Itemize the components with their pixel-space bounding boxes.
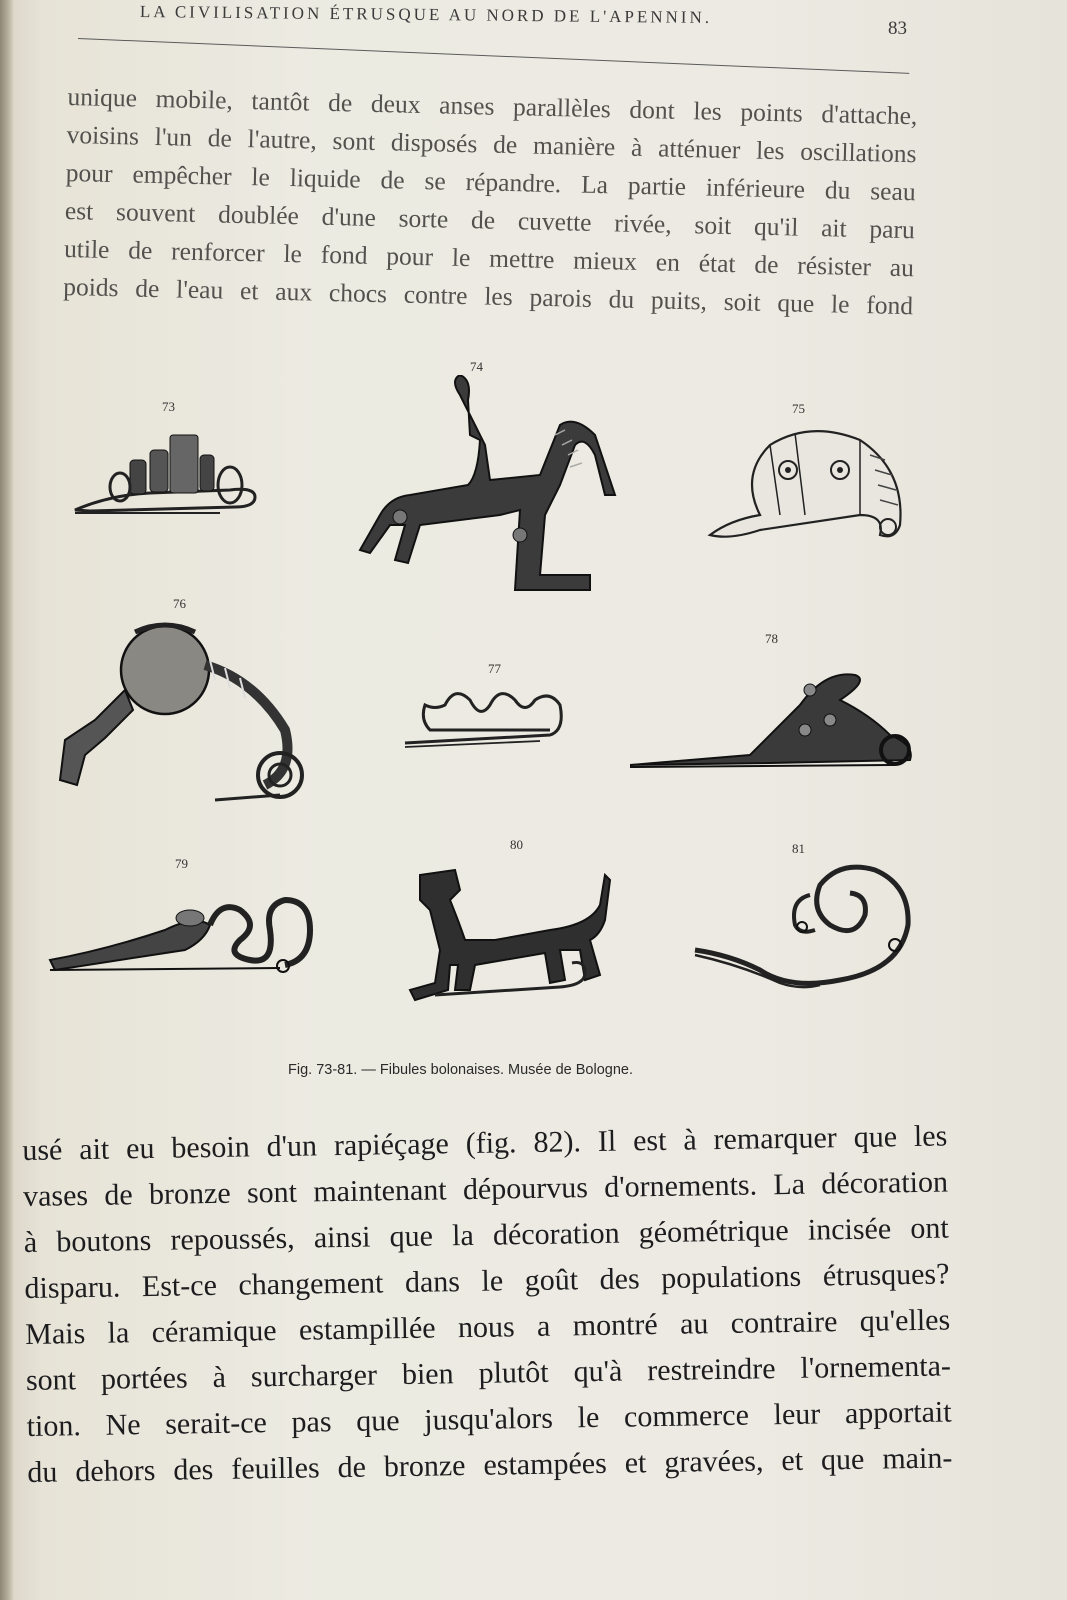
figure-75 bbox=[700, 401, 920, 545]
figure-78 bbox=[630, 631, 930, 775]
text-line: usé ait eu besoin d'un rapiéçage (fig. 82). Il est à remarquer que les bbox=[22, 1119, 948, 1167]
figure-number: 75 bbox=[792, 401, 805, 416]
text-line: Mais la céramique estampillée nous a montré au contraire qu'elles bbox=[24, 1303, 951, 1351]
text-line: voisins l'un de l'autre, sont disposés de manière à atténuer les oscillations bbox=[66, 119, 917, 169]
text-line: disparu. Est-ce changement dans le goût des populations étrusques? bbox=[24, 1257, 950, 1305]
figure-number: 73 bbox=[162, 399, 175, 414]
figure-number: 74 bbox=[470, 359, 483, 374]
text-line: pour empêcher le liquide de se répandre. La partie inférieure du seau bbox=[65, 157, 916, 207]
page-number: 83 bbox=[888, 18, 907, 39]
paragraph-top bbox=[63, 78, 918, 325]
figure-79 bbox=[45, 856, 325, 980]
header-rule bbox=[78, 38, 909, 74]
figure-number: 78 bbox=[765, 631, 778, 646]
running-title: LA CIVILISATION ÉTRUSQUE AU NORD DE L'APENNIN. bbox=[139, 2, 713, 27]
text-line: sont portées à surcharger bien plutôt qu'à restreindre l'ornementa- bbox=[25, 1349, 952, 1397]
text-line: poids de l'eau et aux chocs contre les parois du puits, soit que le fond bbox=[62, 271, 914, 321]
fibula-79-illustration bbox=[45, 870, 325, 980]
fibula-80-animal-illustration bbox=[400, 855, 630, 1015]
figure-number: 76 bbox=[173, 596, 186, 611]
fibula-81-illustration bbox=[690, 855, 930, 1005]
figure-number: 79 bbox=[175, 856, 188, 871]
text-line: vases de bronze sont maintenant dépourvus d'ornements. La décoration bbox=[22, 1165, 949, 1213]
figure-73 bbox=[70, 399, 270, 525]
fibula-73-illustration bbox=[70, 415, 270, 525]
fibula-75-illustration bbox=[700, 415, 920, 545]
figure-76 bbox=[55, 596, 305, 810]
figure-caption: Fig. 73-81. — Fibules bolonaises. Musée de Bologne. bbox=[288, 1062, 633, 1078]
figure-plate bbox=[0, 355, 1067, 1045]
text-line: à boutons repoussés, ainsi que la décoration géométrique incisée ont bbox=[23, 1211, 949, 1259]
figure-number: 80 bbox=[510, 837, 523, 852]
paragraph-bottom bbox=[22, 1113, 953, 1495]
fibula-76-illustration bbox=[55, 610, 305, 810]
text-line: tion. Ne serait-ce pas que jusqu'alors le commerce leur apportait bbox=[26, 1395, 952, 1443]
figure-number: 77 bbox=[488, 661, 501, 676]
text-line: utile de renforcer le fond pour le mettre mieux en état de résister au bbox=[63, 233, 915, 283]
figure-77 bbox=[400, 661, 570, 755]
figure-80 bbox=[400, 837, 630, 1015]
text-line: du dehors des feuilles de bronze estampées et gravées, et que main- bbox=[27, 1441, 953, 1489]
figure-81 bbox=[690, 841, 930, 1005]
fibula-74-horse-rider-illustration bbox=[350, 375, 620, 595]
text-line: est souvent doublée d'une sorte de cuvette rivée, soit qu'il ait paru bbox=[64, 195, 916, 245]
fibula-77-illustration bbox=[400, 675, 570, 755]
text-line: unique mobile, tantôt de deux anses parallèles dont les points d'attache, bbox=[67, 81, 918, 131]
figure-number: 81 bbox=[792, 841, 805, 856]
fibula-78-illustration bbox=[630, 645, 930, 775]
figure-74 bbox=[350, 359, 620, 595]
